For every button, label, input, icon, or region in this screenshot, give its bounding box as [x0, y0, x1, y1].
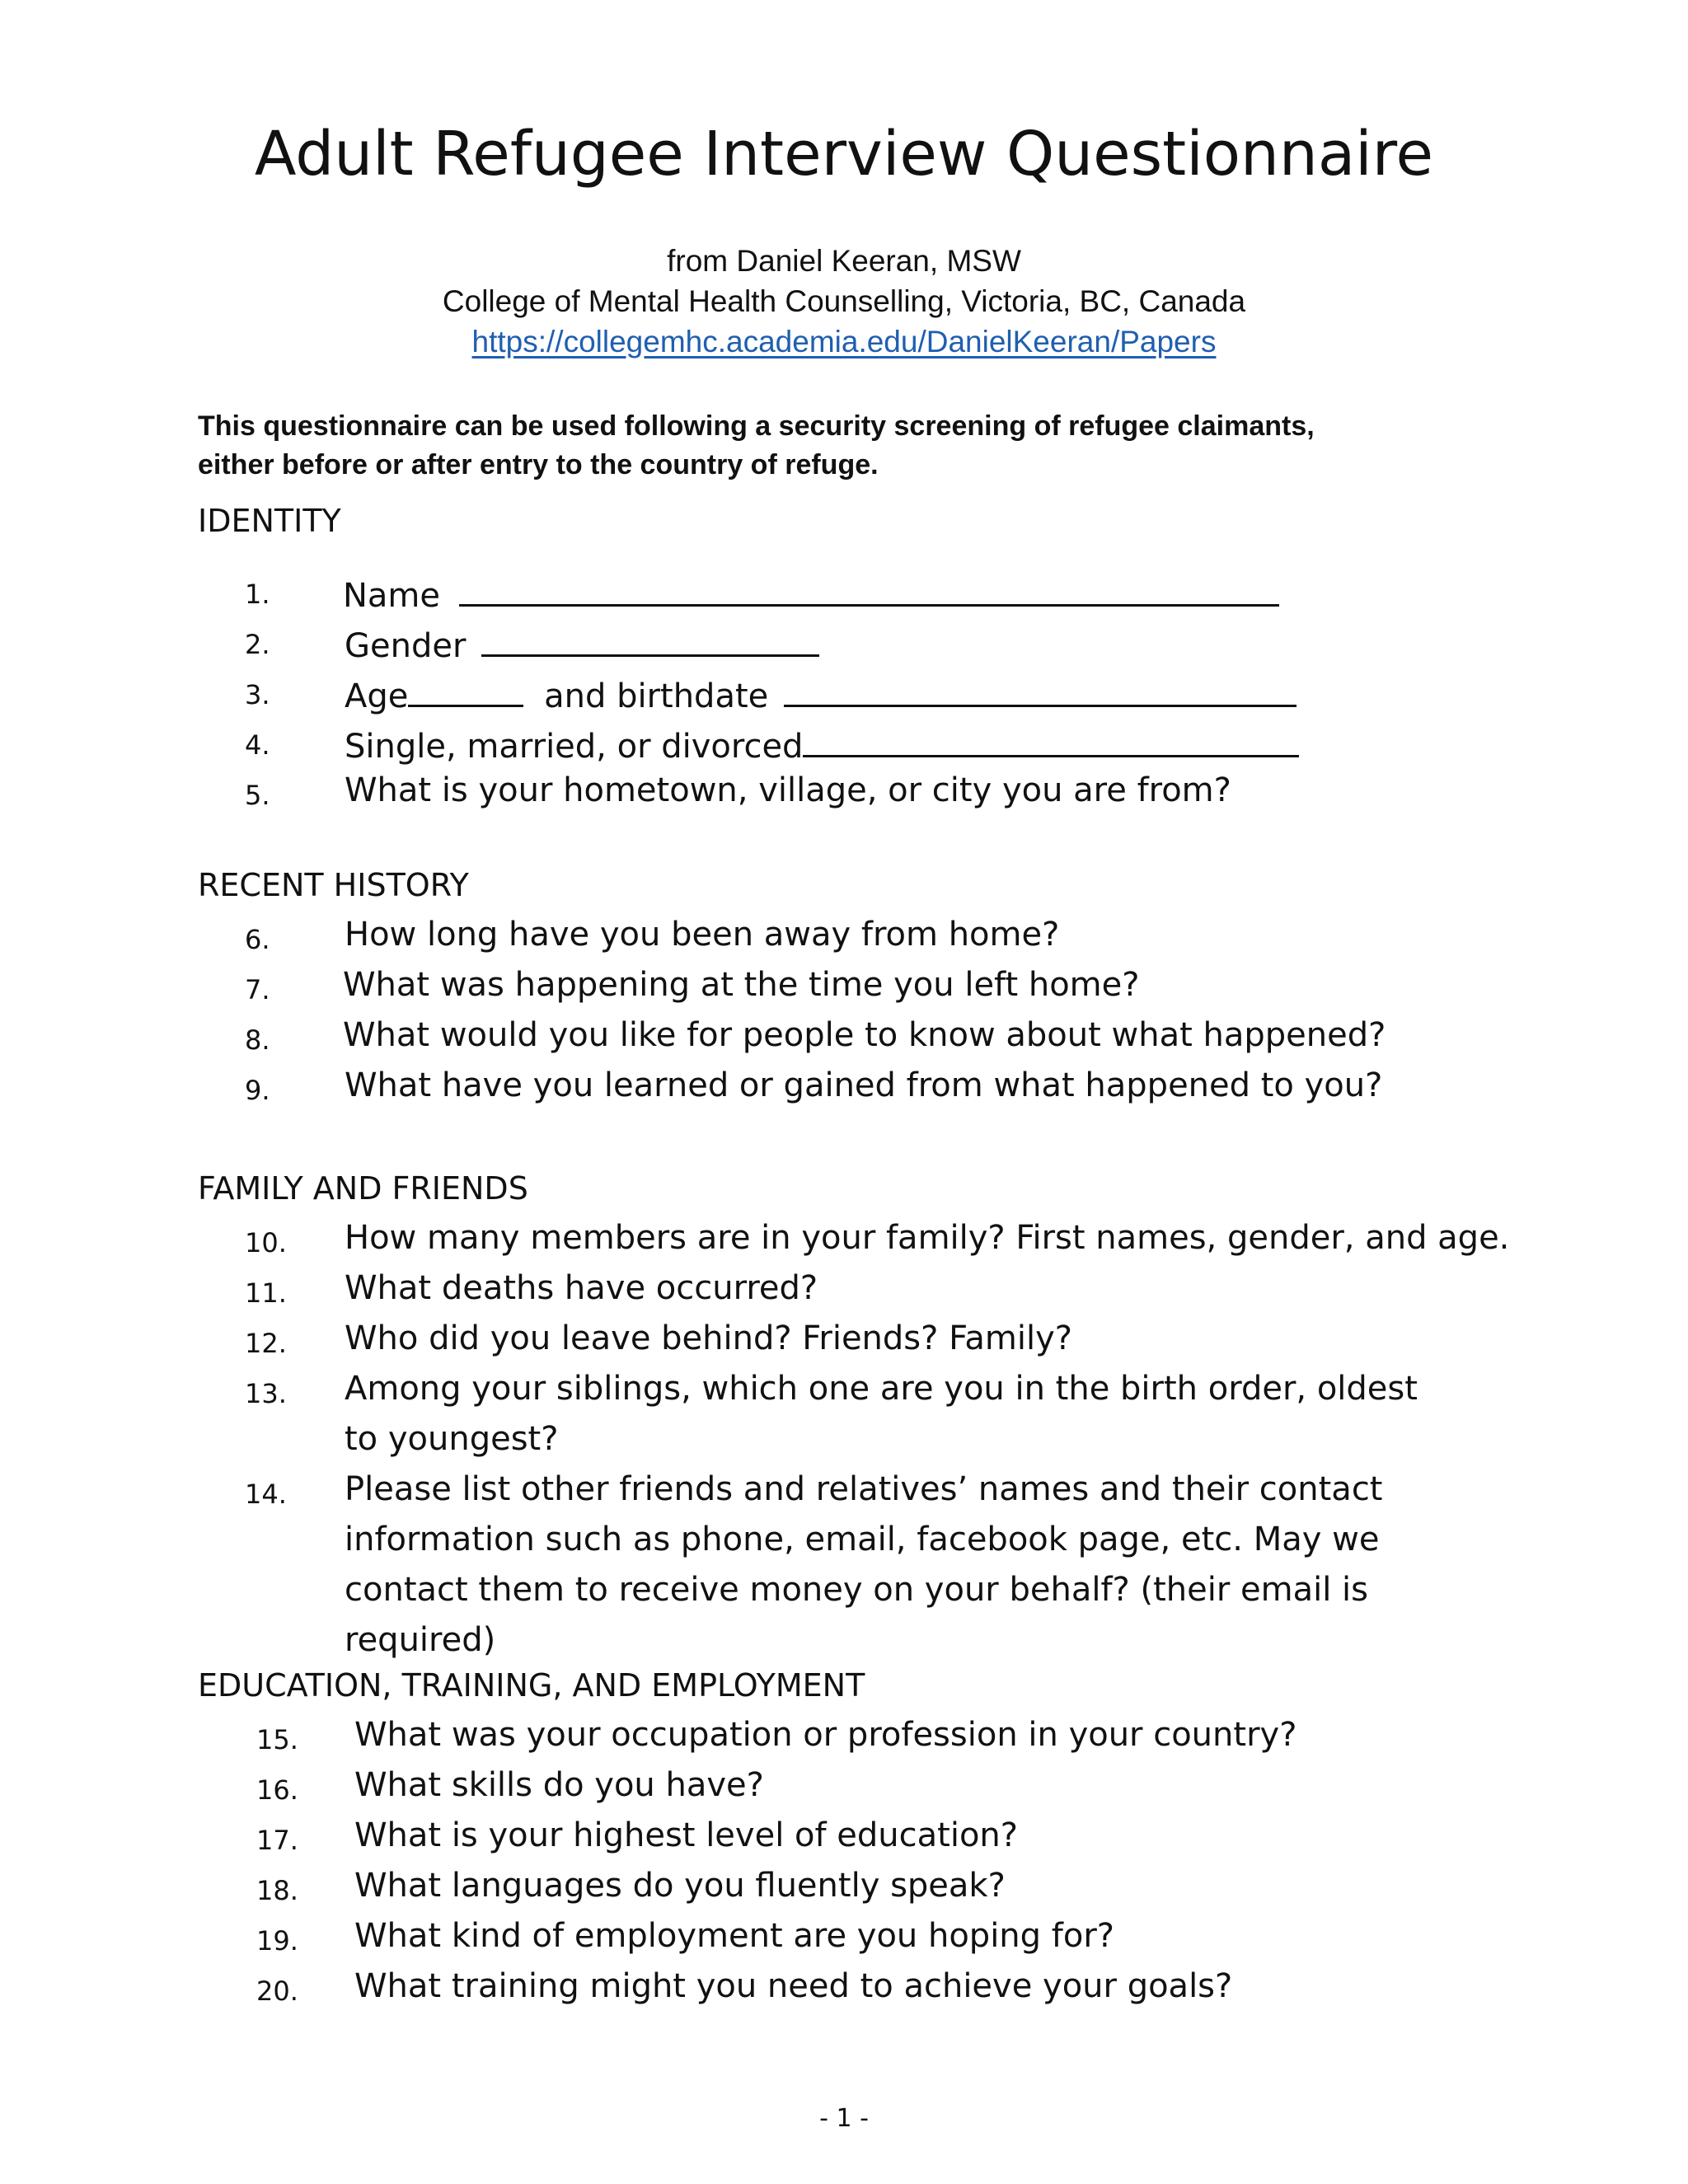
birthdate-label: and birthdate: [544, 677, 769, 715]
question-text: [345, 623, 819, 663]
question-11: [0, 1269, 1688, 1318]
question-text: What was happening at the time you left home?: [343, 966, 1140, 1004]
question-text: What deaths have occurred?: [345, 1269, 818, 1307]
section-heading-identity: IDENTITY: [198, 503, 341, 539]
question-number: 7.: [245, 974, 270, 1005]
question-2: [0, 623, 1688, 669]
question-number: 4.: [245, 729, 270, 761]
question-number: 15.: [256, 1724, 298, 1755]
question-9: [0, 1066, 1688, 1115]
document-title: Adult Refugee Interview Questionnaire: [254, 119, 1434, 190]
question-text: How long have you been away from home?: [345, 916, 1060, 954]
question-number: 18.: [256, 1875, 298, 1906]
question-text: What languages do you fluently speak?: [354, 1867, 1006, 1905]
gender-blank-field[interactable]: [481, 623, 819, 657]
question-text: What is your hometown, village, or city you are from?: [345, 771, 1231, 809]
question-text: What is your highest level of education?: [354, 1816, 1018, 1854]
question-number: 6.: [245, 924, 270, 955]
question-text: What would you like for people to know about what happened?: [343, 1016, 1386, 1054]
question-number: 11.: [245, 1277, 287, 1309]
question-text: What was your occupation or profession in your country?: [354, 1716, 1297, 1754]
question-text: Who did you leave behind? Friends? Family?: [345, 1319, 1073, 1357]
question-number: 1.: [245, 579, 270, 610]
question-text: [343, 573, 1279, 615]
question-12: [0, 1319, 1688, 1368]
author-line: from Daniel Keeran, MSW: [667, 244, 1021, 278]
section-heading-recent-history: RECENT HISTORY: [198, 867, 469, 903]
question-number: 12.: [245, 1328, 287, 1359]
marital-status-label: Single, married, or divorced: [345, 728, 804, 766]
question-1: [0, 573, 1688, 619]
question-text: [345, 724, 1299, 766]
section-heading-education: EDUCATION, TRAINING, AND EMPLOYMENT: [198, 1667, 865, 1704]
question-number: 14.: [245, 1479, 287, 1510]
question-text: Please list other friends and relatives’ names and their contact information such as phone, email, facebook page, etc. May we contact them to receive money on your behalf? (their email is required): [345, 1470, 1383, 1659]
question-number: 10.: [245, 1227, 287, 1258]
question-text: What have you learned or gained from what happened to you?: [345, 1066, 1383, 1104]
intro-paragraph: [198, 407, 1484, 485]
age-label: Age: [345, 677, 409, 715]
question-number: 17.: [256, 1825, 298, 1856]
question-number: 13.: [245, 1378, 287, 1409]
page-number: - 1 -: [819, 2104, 869, 2133]
age-blank-field[interactable]: [408, 673, 523, 707]
question-number: 3.: [245, 679, 270, 710]
question-15: [0, 1718, 1688, 1765]
name-label: Name: [343, 577, 441, 615]
question-number: 2.: [245, 629, 270, 660]
academia-link[interactable]: https://collegemhc.academia.edu/DanielKeeran/Papers: [471, 325, 1217, 359]
question-6: [0, 918, 1688, 964]
question-14: [0, 1470, 1688, 1659]
question-number: 5.: [245, 780, 270, 811]
intro-line-2: either before or after entry to the country of refuge.: [198, 449, 879, 480]
question-17: [0, 1816, 1688, 1865]
question-8: [0, 1016, 1688, 1065]
question-number: 16.: [256, 1774, 298, 1806]
question-text: Among your siblings, which one are you in the birth order, oldest to youngest?: [345, 1370, 1418, 1458]
question-10: [0, 1221, 1688, 1268]
question-4: [0, 724, 1688, 770]
question-13: [0, 1372, 1688, 1473]
question-text: How many members are in your family? First names, gender, and age.: [345, 1219, 1510, 1257]
question-text: What training might you need to achieve your goals?: [354, 1967, 1233, 2005]
question-18: [0, 1869, 1688, 1915]
institution-line: College of Mental Health Counselling, Victoria, BC, Canada: [442, 284, 1246, 318]
question-number: 20.: [256, 1975, 298, 2007]
gender-label: Gender: [345, 627, 467, 665]
question-number: 19.: [256, 1925, 298, 1957]
question-number: 9.: [245, 1075, 270, 1106]
marital-status-blank-field[interactable]: [803, 724, 1299, 757]
intro-line-1: This questionnaire can be used following a security screening of refugee claimants,: [198, 410, 1315, 442]
section-heading-family-and-friends: FAMILY AND FRIENDS: [198, 1170, 528, 1207]
birthdate-blank-field[interactable]: [784, 673, 1296, 707]
question-5: [0, 771, 1688, 820]
question-7: [0, 968, 1688, 1015]
question-text: What kind of employment are you hoping for?: [354, 1917, 1114, 1955]
question-20: [0, 1967, 1688, 2016]
question-19: [0, 1919, 1688, 1966]
question-number: 8.: [245, 1024, 270, 1056]
question-text: [345, 673, 1296, 713]
question-16: [0, 1766, 1688, 1815]
name-blank-field[interactable]: [459, 573, 1279, 607]
question-text: What skills do you have?: [354, 1766, 764, 1804]
question-3: [0, 673, 1688, 719]
